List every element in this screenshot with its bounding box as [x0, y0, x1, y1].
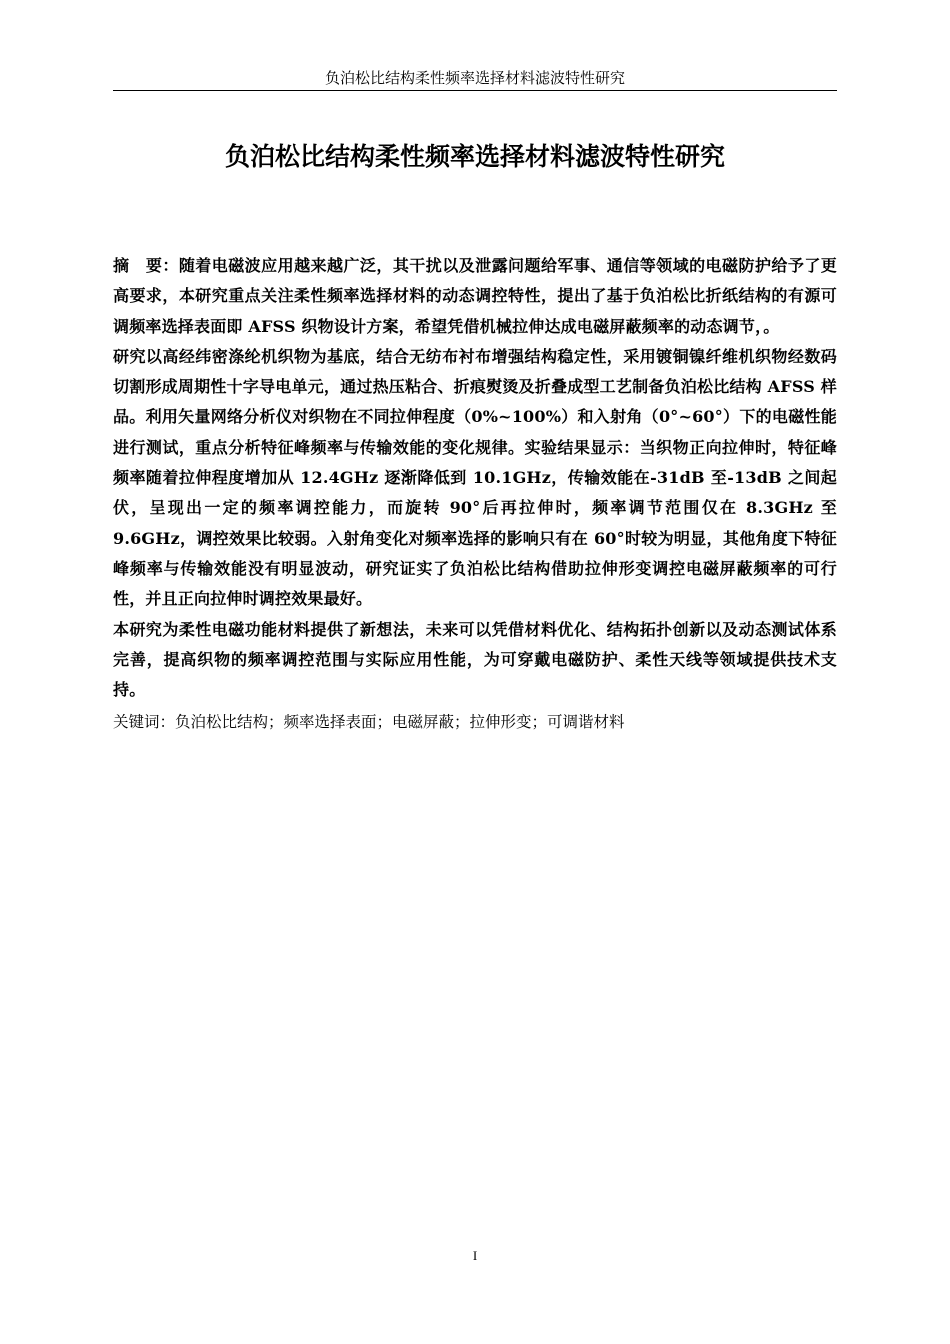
running-header: 负泊松比结构柔性频率选择材料滤波特性研究	[324, 69, 625, 87]
keywords-label: 关键词：	[113, 713, 176, 732]
abstract-section	[113, 251, 837, 737]
abstract-paragraph: 本研究为柔性电磁功能材料提供了新想法，未来可以凭借材料优化、结构拓扑创新以及动态测试体系完善，提高织物的频率调控范围与实际应用性能，为可穿戴电磁防护、柔性天线等领域提供技术支持。	[113, 619, 837, 700]
keywords-text: 负泊松比结构；频率选择表面；电磁屏蔽；拉伸形变；可调谐材料	[175, 713, 625, 732]
abstract-text: 随着电磁波应用越来越广泛，其干扰以及泄露问题给军事、通信等领域的电磁防护给予了更高要求，本研究重点关注柔性频率选择材料的动态调控特性，提出了基于负泊松比折纸结构的有源可调频率选择表面即 AFSS 织物设计方案，希望凭借机械拉伸达成电磁屏蔽频率的动态调节，。	[113, 256, 837, 336]
header-divider	[113, 90, 837, 91]
page-number: I	[472, 1248, 478, 1263]
abstract-paragraph	[113, 251, 837, 342]
abstract-label: 摘 要：	[113, 256, 179, 275]
abstract-paragraph: 研究以高经纬密涤纶机织物为基底，结合无纺布衬布增强结构稳定性，采用镀铜镍纤维机织物经数码切割形成周期性十字导电单元，通过热压粘合、折痕熨烫及折叠成型工艺制备负泊松比结构 AFSS 样品。利用矢量网络分析仪对织物在不同拉伸程度（0%~100%）和入射角（0°~60°）下的电磁性能进行测试，重点分析特征峰频率与传输效能的变化规律。实验结果显示：当织物正向拉伸时，特征峰频率随着拉伸程度增加从 12.4GHz 逐渐降低到 10.1GHz，传输效能在-31dB 至-13dB 之间起伏，呈现出一定的频率调控能力，而旋转 90°后再拉伸时，频率调节范围仅在 8.3GHz 至 9.6GHz，调控效果比较弱。入射角变化对频率选择的影响只有在 60°时较为明显，其他角度下特征峰频率与传输效能没有明显波动，研究证实了负泊松比结构借助拉伸形变调控电磁屏蔽频率的可行性，并且正向拉伸时调控效果最好。	[113, 346, 837, 609]
keywords-line	[113, 707, 837, 737]
page-title: 负泊松比结构柔性频率选择材料滤波特性研究	[224, 142, 725, 171]
